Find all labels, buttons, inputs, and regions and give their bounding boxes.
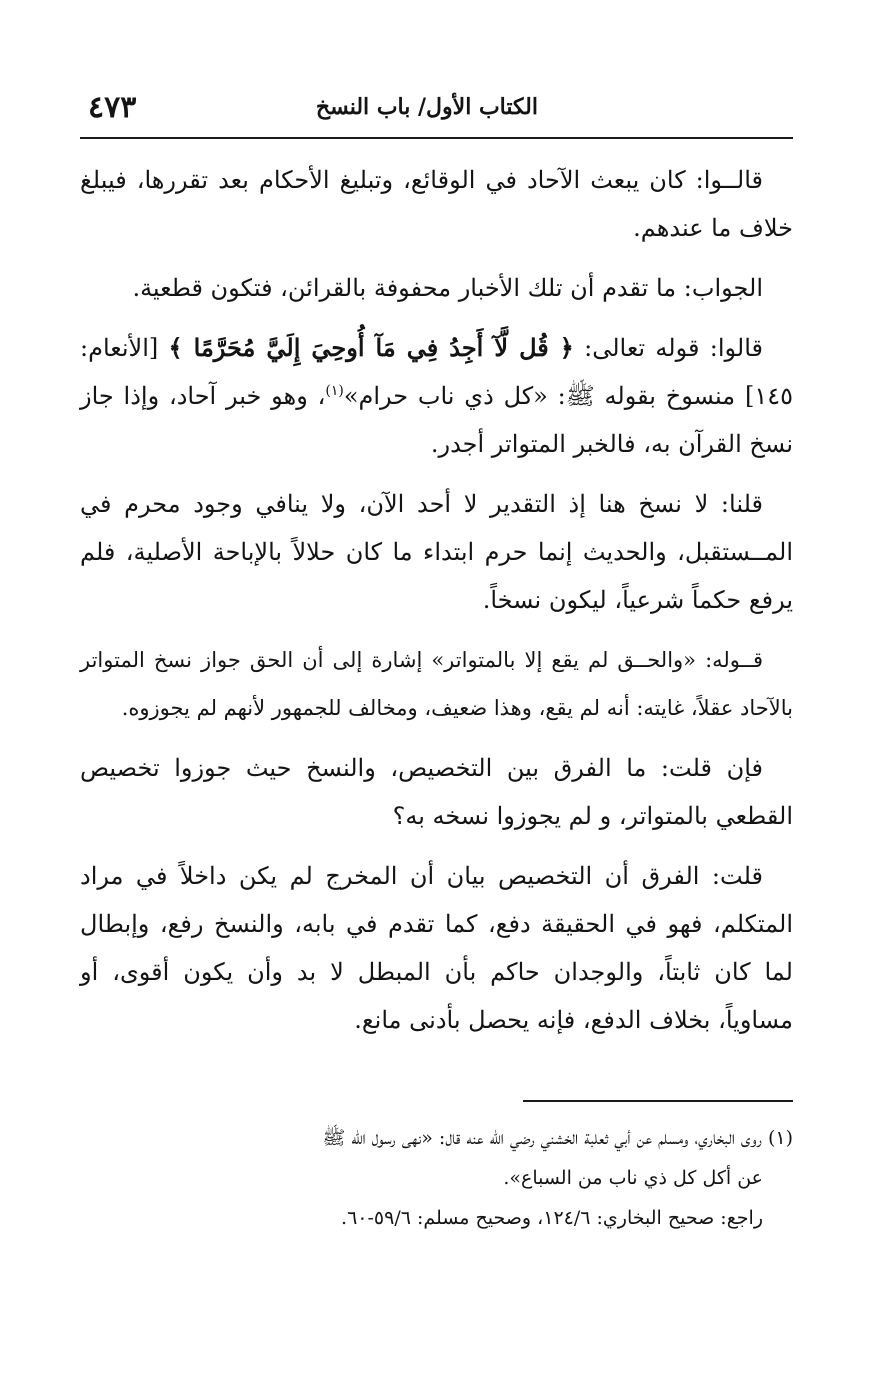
- paragraph-5: قــوله: «والحــق لم يقع إلا بالمتواتر» إشارة إلى أن الحق جواز نسخ المتواتر بالآحاد عقلاً، غايته: أنه لم يقع، وهذا ضعيف، ومخالف للجمهور لأنهم لم يجوزوه.: [80, 648, 793, 720]
- footnotes: [80, 1118, 793, 1238]
- page-number: ٤٧٣: [88, 90, 137, 125]
- paragraph-3-tail: نسخ القرآن به، فالخبر المتواتر أجدر.: [430, 430, 793, 458]
- footnote-divider: [523, 1100, 793, 1102]
- paragraph-2: الجواب: ما تقدم أن تلك الأخبار محفوفة بالقرائن، فتكون قطعية.: [132, 274, 763, 302]
- paragraph-1: قالــوا: كان يبعث الآحاد في الوقائع، وتبليغ الأحكام بعد تقررها، فيبلغ خلاف ما عندهم.: [80, 166, 793, 242]
- paragraph-7: قلت: الفرق أن التخصيص بيان أن المخرج لم يكن داخلاً في مراد المتكلم، فهو في الحقيقة دفع، كما تقدم في بابه، والنسخ رفع، وإبطال لما كان ثابتاً، والوجدان حاكم بأن المبطل لا بد وأن يكون أقوى، أو مساوياً، بخلاف الدفع، فإنه يحصل بأدنى مانع.: [80, 862, 793, 1034]
- footnote-reference-line: راجع: صحيح البخاري: ١٢٤/٦، وصحيح مسلم: ٥٩/٦-٦٠.: [341, 1207, 763, 1229]
- quran-continuation: منسوخ بقوله ﷺ: «كل ذي ناب حرام»: [343, 382, 745, 410]
- paragraph-quran: [80, 324, 793, 468]
- paragraph-6: فإن قلت: ما الفرق بين التخصيص، والنسخ حيث جوزوا تخصيص القطعي بالمتواتر، و لم يجوزوا نسخه به؟: [80, 754, 793, 830]
- quran-verse: ﴿ قُل لَّآ أَجِدُ فِي مَآ أُوحِيَ إِلَيَّ مُحَرَّمًا ﴾: [168, 333, 574, 362]
- page-header: [80, 88, 793, 128]
- quran-citation: [الأنعام: ١٤٥]: [80, 334, 793, 410]
- footnote-reference[interactable]: (١): [325, 383, 344, 399]
- footnote-1-line-2: عن أكل كل ذي ناب من السباع».: [503, 1167, 763, 1189]
- running-title: الكتاب الأول/ باب النسخ: [315, 94, 538, 120]
- paragraph-4: قلنا: لا نسخ هنا إذ التقدير لا أحد الآن، ولا ينافي وجود محرم في المــستقبل، والحديث إنما حرم ابتداء ما كان حلالاً بالإباحة الأصلية، فلم يرفع حكماً شرعياً، ليكون نسخاً.: [80, 490, 793, 614]
- footnote-1-line-1: (١) روى البخاري، ومسلم عن أبي ثعلبة الخشني رضي الله عنه قال: «نهى رسول الله ﷺ: [322, 1127, 793, 1149]
- quran-continuation-2: ، وهو خبر آحاد، وإذا جاز: [80, 382, 326, 410]
- main-text: [80, 156, 793, 1056]
- header-divider: [80, 137, 793, 139]
- quran-intro: قالوا: قوله تعالى:: [573, 334, 763, 362]
